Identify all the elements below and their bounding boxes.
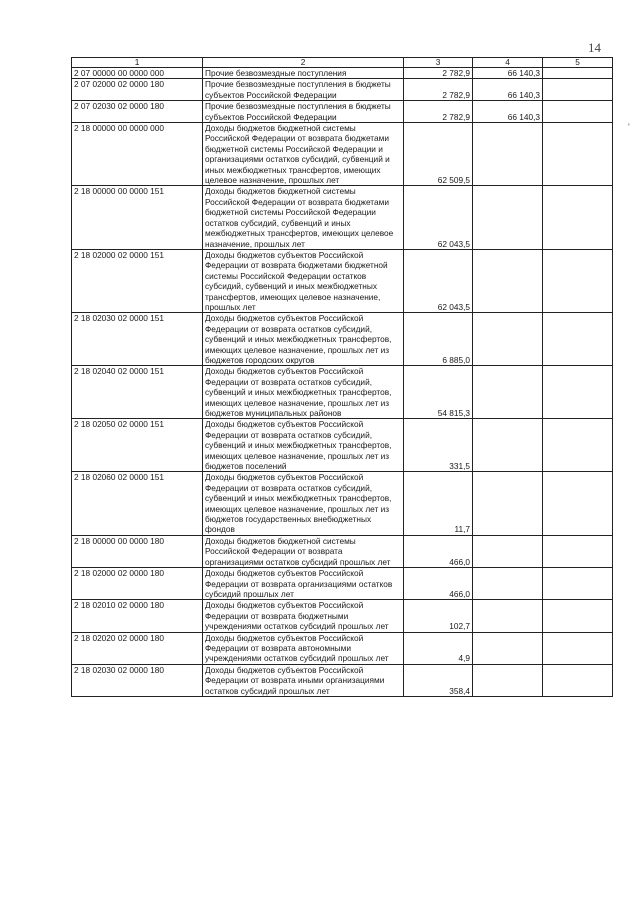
revenue-name-cell: Доходы бюджетов бюджетной системы Российской Федерации от возврата бюджетами бюджетной системы Российской Федерации и организациями остатков субсидий, субвенций и иных межбюджетных трансфертов, имеющих целевое назначение, прошлых лет [203, 123, 404, 186]
amount-col4-cell [473, 249, 543, 312]
amount-col3-cell: 358,4 [404, 664, 473, 696]
revenue-name-cell: Прочие безвозмездные поступления в бюджеты субъектов Российской Федерации [203, 101, 404, 123]
column-header-3: 3 [404, 58, 473, 68]
amount-col5-cell [543, 68, 613, 79]
budget-code-cell: 2 07 02030 02 0000 180 [72, 101, 203, 123]
table-row [72, 123, 613, 186]
column-header-2: 2 [203, 58, 404, 68]
table-row [72, 313, 613, 366]
amount-col3-cell: 62 043,5 [404, 249, 473, 312]
budget-code-cell: 2 18 00000 00 0000 151 [72, 186, 203, 249]
amount-col5-cell [543, 313, 613, 366]
table-row [72, 419, 613, 472]
amount-col5-cell [543, 419, 613, 472]
revenue-name-cell: Доходы бюджетов субъектов Российской Федерации от возврата остатков субсидий, субвенций и иных межбюджетных трансфертов, имеющих целевое назначение, прошлых лет из бюджетов государственных внебюджетных фондов [203, 472, 404, 535]
amount-col5-cell [543, 568, 613, 600]
amount-col5-cell [543, 472, 613, 535]
revenue-name-cell: Доходы бюджетов бюджетной системы Российской Федерации от возврата бюджетами бюджетной системы Российской Федерации остатков субсидий, субвенций и иных межбюджетных трансфертов, имеющих целевое назначение, прошлых лет [203, 186, 404, 249]
amount-col4-cell: 66 140,3 [473, 68, 543, 79]
revenue-name-cell: Прочие безвозмездные поступления [203, 68, 404, 79]
amount-col3-cell: 6 885,0 [404, 313, 473, 366]
table-row [72, 68, 613, 79]
column-header-5: 5 [543, 58, 613, 68]
revenue-name-cell: Доходы бюджетов субъектов Российской Федерации от возврата остатков субсидий, субвенций и иных межбюджетных трансфертов, имеющих целевое назначение, прошлых лет из бюджетов городских округов [203, 313, 404, 366]
amount-col5-cell [543, 535, 613, 567]
column-header-4: 4 [473, 58, 543, 68]
amount-col5-cell [543, 632, 613, 664]
budget-code-cell: 2 07 00000 00 0000 000 [72, 68, 203, 79]
table-row [72, 568, 613, 600]
page-number: 14 [588, 40, 601, 55]
amount-col4-cell [473, 313, 543, 366]
budget-code-cell: 2 18 02030 02 0000 180 [72, 664, 203, 696]
amount-col5-cell [543, 123, 613, 186]
table-row [72, 249, 613, 312]
budget-code-cell: 2 18 02010 02 0000 180 [72, 600, 203, 632]
revenue-name-cell: Доходы бюджетов субъектов Российской Федерации от возврата остатков субсидий, субвенций и иных межбюджетных трансфертов, имеющих целевое назначение, прошлых лет из бюджетов поселений [203, 419, 404, 472]
budget-code-cell: 2 18 02020 02 0000 180 [72, 632, 203, 664]
budget-code-cell: 2 18 02000 02 0000 180 [72, 568, 203, 600]
table-row [72, 366, 613, 419]
budget-revenue-table [71, 57, 613, 697]
revenue-name-cell: Доходы бюджетов субъектов Российской Федерации от возврата организациями остатков субсидий прошлых лет [203, 568, 404, 600]
amount-col4-cell: 66 140,3 [473, 101, 543, 123]
amount-col3-cell: 62 043,5 [404, 186, 473, 249]
scan-edge-mark: ' [628, 122, 630, 132]
budget-code-cell: 2 18 02060 02 0000 151 [72, 472, 203, 535]
amount-col4-cell [473, 123, 543, 186]
revenue-name-cell: Доходы бюджетов бюджетной системы Российской Федерации от возврата организациями остатков субсидий прошлых лет [203, 535, 404, 567]
amount-col3-cell: 4,9 [404, 632, 473, 664]
amount-col4-cell [473, 632, 543, 664]
revenue-name-cell: Доходы бюджетов субъектов Российской Федерации от возврата остатков субсидий, субвенций и иных межбюджетных трансфертов, имеющих целевое назначение, прошлых лет из бюджетов муниципальных районов [203, 366, 404, 419]
budget-code-cell: 2 18 00000 00 0000 000 [72, 123, 203, 186]
budget-code-cell: 2 07 02000 02 0000 180 [72, 79, 203, 101]
budget-code-cell: 2 18 02050 02 0000 151 [72, 419, 203, 472]
column-header-row [72, 58, 613, 68]
amount-col3-cell: 2 782,9 [404, 101, 473, 123]
budget-code-cell: 2 18 00000 00 0000 180 [72, 535, 203, 567]
amount-col5-cell [543, 79, 613, 101]
amount-col5-cell [543, 186, 613, 249]
amount-col3-cell: 2 782,9 [404, 79, 473, 101]
amount-col3-cell: 11,7 [404, 472, 473, 535]
amount-col5-cell [543, 366, 613, 419]
amount-col5-cell [543, 101, 613, 123]
table-row [72, 79, 613, 101]
revenue-name-cell: Доходы бюджетов субъектов Российской Федерации от возврата автономными учреждениями остатков субсидий прошлых лет [203, 632, 404, 664]
amount-col3-cell: 466,0 [404, 535, 473, 567]
amount-col4-cell [473, 186, 543, 249]
table-row [72, 632, 613, 664]
amount-col4-cell [473, 366, 543, 419]
amount-col5-cell [543, 600, 613, 632]
amount-col3-cell: 331,5 [404, 419, 473, 472]
budget-code-cell: 2 18 02040 02 0000 151 [72, 366, 203, 419]
amount-col3-cell: 62 509,5 [404, 123, 473, 186]
amount-col4-cell [473, 419, 543, 472]
amount-col3-cell: 2 782,9 [404, 68, 473, 79]
amount-col4-cell [473, 664, 543, 696]
budget-code-cell: 2 18 02000 02 0000 151 [72, 249, 203, 312]
amount-col4-cell [473, 535, 543, 567]
revenue-name-cell: Прочие безвозмездные поступления в бюджеты субъектов Российской Федерации [203, 79, 404, 101]
amount-col4-cell [473, 568, 543, 600]
table-row [72, 535, 613, 567]
amount-col5-cell [543, 664, 613, 696]
table-row [72, 101, 613, 123]
table-row [72, 472, 613, 535]
revenue-name-cell: Доходы бюджетов субъектов Российской Федерации от возврата бюджетными учреждениями остатков субсидий прошлых лет [203, 600, 404, 632]
amount-col3-cell: 466,0 [404, 568, 473, 600]
revenue-name-cell: Доходы бюджетов субъектов Российской Федерации от возврата иными организациями остатков субсидий прошлых лет [203, 664, 404, 696]
revenue-name-cell: Доходы бюджетов субъектов Российской Федерации от возврата бюджетами бюджетной системы Российской Федерации остатков субсидий, субвенций и иных межбюджетных трансфертов, имеющих целевое назначение, прошлых лет [203, 249, 404, 312]
amount-col4-cell [473, 472, 543, 535]
budget-code-cell: 2 18 02030 02 0000 151 [72, 313, 203, 366]
amount-col5-cell [543, 249, 613, 312]
table-row [72, 600, 613, 632]
amount-col3-cell: 54 815,3 [404, 366, 473, 419]
amount-col4-cell [473, 600, 543, 632]
amount-col4-cell: 66 140,3 [473, 79, 543, 101]
table-row [72, 664, 613, 696]
table-row [72, 186, 613, 249]
column-header-1: 1 [72, 58, 203, 68]
amount-col3-cell: 102,7 [404, 600, 473, 632]
